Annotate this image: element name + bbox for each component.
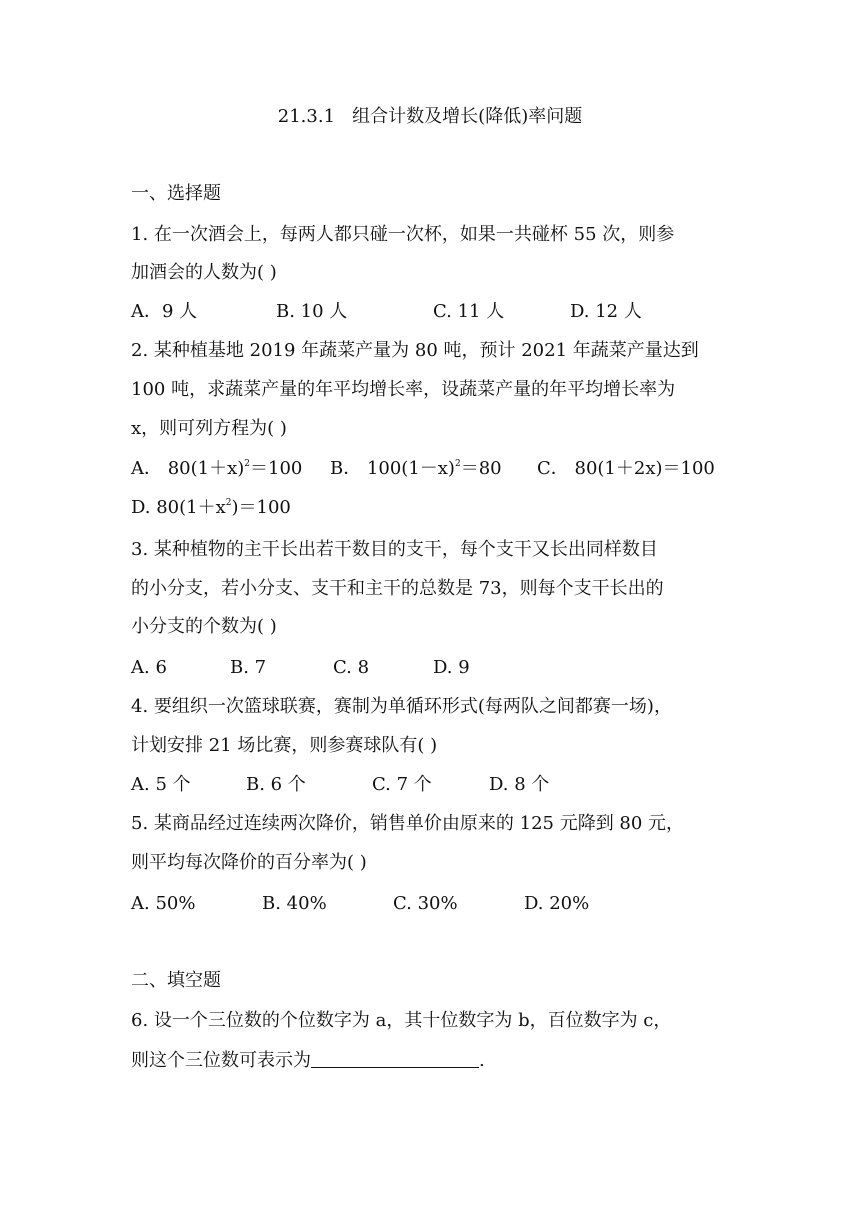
question-1-line-2: 加酒会的人数为( ) (131, 262, 277, 283)
question-4-line-1: 4. 要组织一次篮球联赛，赛制为单循环形式(每两队之间都赛一场)， (131, 696, 672, 717)
question-3-line-2: 的小分支，若小分支、支干和主干的总数是 73，则每个支干长出的 (131, 578, 664, 599)
question-2-line-3: x，则可列方程为( ) (131, 418, 287, 439)
question-6-line-2: 则这个三位数可表示为 . (131, 1050, 485, 1071)
question-4-option-c: C. 7 个 (372, 774, 432, 795)
question-2-option-b: B． $100(1-x)^2=80$ (330, 458, 502, 479)
question-5-option-c: C. 30% (393, 893, 458, 914)
question-1-line-1: 1. 在一次酒会上，每两人都只碰一次杯，如果一共碰杯 55 次，则参 (131, 224, 675, 245)
page-title: 21.3.1 组合计数及增长(降低)率问题 (277, 106, 583, 127)
section-heading-fill-blank: 二、填空题 (131, 970, 221, 991)
question-3-line-1: 3. 某种植物的主干长出若干数目的支干，每个支干又长出同样数目 (131, 539, 658, 560)
question-5-line-2: 则平均每次降价的百分率为( ) (131, 852, 367, 873)
question-5-line-1: 5. 某商品经过连续两次降价，销售单价由原来的 125 元降到 80 元， (131, 813, 685, 834)
question-1-option-a: A．9 人 (131, 301, 198, 322)
question-3-line-3: 小分支的个数为( ) (131, 616, 277, 637)
question-5-option-a: A. 50% (131, 893, 196, 914)
question-4-option-d: D. 8 个 (489, 774, 550, 795)
question-4-option-b: B. 6 个 (246, 774, 306, 795)
question-5-option-d: D. 20% (524, 893, 590, 914)
question-1-option-b: B. 10 人 (276, 301, 348, 322)
section-heading-choice: 一、选择题 (131, 183, 221, 204)
question-2-option-c: C． 80(1＋2x)＝100 (537, 458, 715, 479)
question-6-line-1: 6. 设一个三位数的个位数字为 a，其十位数字为 b，百位数字为 c， (131, 1010, 672, 1031)
question-3-option-d: D. 9 (433, 657, 470, 678)
question-3-option-b: B. 7 (230, 657, 267, 678)
question-3-option-c: C. 8 (333, 657, 370, 678)
question-2-option-d: D. $80(1+x^2)=100$ (131, 497, 291, 518)
question-2-line-1: 2. 某种植基地 2019 年蔬菜产量为 80 吨，预计 2021 年蔬菜产量达到 (131, 340, 699, 361)
question-2-option-a: A． $80(1+x)^2=100$ (131, 458, 303, 479)
question-2-line-2: 100 吨，求蔬菜产量的年平均增长率，设蔬菜产量的年平均增长率为 (131, 379, 676, 400)
question-4-line-2: 计划安排 21 场比赛，则参赛球队有( ) (131, 735, 438, 756)
question-1-option-d: D. 12 人 (570, 301, 642, 322)
question-4-option-a: A. 5 个 (131, 774, 191, 795)
answer-blank (311, 1049, 479, 1068)
question-1-option-c: C. 11 人 (433, 301, 505, 322)
question-5-option-b: B. 40% (262, 893, 327, 914)
question-3-option-a: A. 6 (131, 657, 167, 678)
